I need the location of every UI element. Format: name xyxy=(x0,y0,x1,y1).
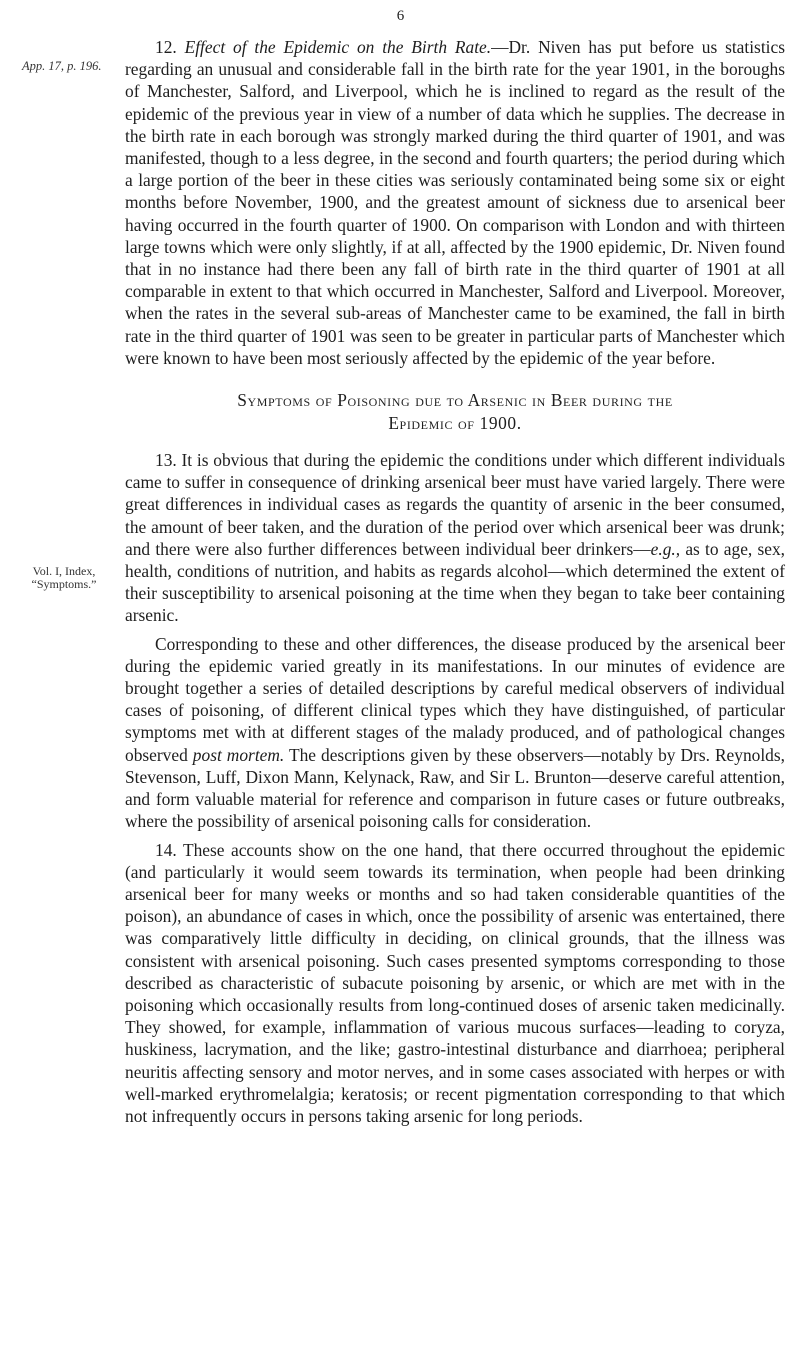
paragraph-text: as to age, sex, health, conditions of nutrition, and habits as regards alcohol—which determined the extent of their susceptibility to arsenical poisoning at the time when they began to take beer containing arsenic. xyxy=(125,538,786,626)
body-text xyxy=(125,36,785,1133)
section-heading-line2: Epidemic of 1900. xyxy=(388,413,522,434)
paragraph-number: 14. xyxy=(155,839,177,860)
paragraph-text: Corresponding to these and other differences, the disease produced by the arsenical beer during the epidemic varied greatly in its manifestations. In our minutes of evidence are brought together a series of detailed descriptions by careful medical observers of individual cases of poisoning, of different clinical types which they have distinguished, of particular symptoms met with at different stages of the malady produced, and of pathological changes observed xyxy=(125,633,785,765)
paragraph-text: —Dr. Niven has put before us statistics regarding an unusual and considerable fall in the birth rate for the year 1901, in the boroughs of Manchester, Salford, and Liverpool, which he is inclined to regard as the result of the epidemic of the previous year in view of a number of data which he supplies. The decrease in the birth rate in each borough was strongly marked during the third quarter of 1901, and was manifested, though to a less degree, in the second and fourth quarters; the period during which a large portion of the beer in these cities was seriously contaminated being some six or eight months before November, 1900, and the greatest amount of sickness due to arsenical beer having occurred in the fourth quarter of 1900. On comparison with London and with thirteen large towns which were only slightly, if at all, affected by the 1900 epidemic, Dr. Niven found that in no instance had there been any fall of birth rate in the third quarter of 1901 at all comparable in extent to that which occurred in Manchester, Salford and Liverpool. Moreover, when the rates in the several sub-areas of Manchester came to be examined, the fall in birth rate in the third quarter of 1901 was seen to be greater in particular parts of Manchester which were known to have been most seriously affected by the epidemic of the year before. xyxy=(125,37,785,368)
paragraph-title: Effect of the Epidemic on the Birth Rate. xyxy=(184,37,492,57)
paragraph-text: These accounts show on the one hand, that there occurred throughout the epidemic (and particularly it would seem towards its termination, when people had been drinking arsenical beer for many weeks or months and so had taken considerable quantities of the poison), an abundance of cases in which, once the possibility of arsenic was entertained, there was comparatively little difficulty in deciding, on clinical grounds, that the illness was consistent with arsenical poisoning. Such cases presented symptoms corresponding to those described as characteristic of subacute poisoning by arsenic, or which are met with in the poisoning which occasionally results from long-continued doses of arsenic taken medicinally. They showed, for example, inflammation of various mucous surfaces—leading to coryza, huskiness, lacrymation, and the like; gastro-intestinal disturbance and diarrhoea; peripheral neuritis affecting sensory and motor nerves, and in some cases associated with herpes or with well-marked erythromelalgia; keratosis; or recent pigmentation corresponding to that which not infrequently occurs in persons taking arsenic for long periods. xyxy=(125,839,785,1126)
section-heading xyxy=(125,389,785,435)
paragraph-text: It is obvious that during the epidemic the conditions under which different individuals came to suffer in consequence of drinking arsenical beer must have varied largely. There were great differences in individual cases as regards the quantity of arsenic in the beer consumed, the amount of beer taken, and the duration of the period over which arsenical beer was drunk; and there were also further differences between individual beer drinkers— xyxy=(125,450,785,559)
margin-note-vol-index xyxy=(22,565,106,591)
paragraph-12 xyxy=(125,36,785,369)
paragraph-13 xyxy=(125,449,785,627)
paragraph-13-continued xyxy=(125,633,785,833)
section-heading-line1: Symptoms of Poisoning due to Arsenic in Beer during the xyxy=(237,390,673,411)
italic-eg: e.g., xyxy=(650,538,681,559)
margin-note-vol-line1: Vol. I, Index, xyxy=(32,564,96,578)
paragraph-number: 13. xyxy=(155,450,177,471)
page-number: 6 xyxy=(396,8,405,24)
margin-note-appendix: App. 17, p. 196. xyxy=(22,59,102,73)
paragraph-text: The descriptions given by these observers—notably by Drs. Reynolds, Stevenson, Luff, Dixon Mann, Kelynack, Raw, and Sir L. Brunton—deserve careful attention, and form valuable material for reference and comparison in future cases or future outbreaks, where the possibility of arsenical poisoning calls for consideration. xyxy=(125,744,785,832)
italic-post-mortem: post mortem. xyxy=(192,744,285,765)
paragraph-number: 12. xyxy=(155,37,177,57)
margin-note-vol-line2: “Symptoms.” xyxy=(31,577,97,591)
paragraph-14 xyxy=(125,839,785,1128)
